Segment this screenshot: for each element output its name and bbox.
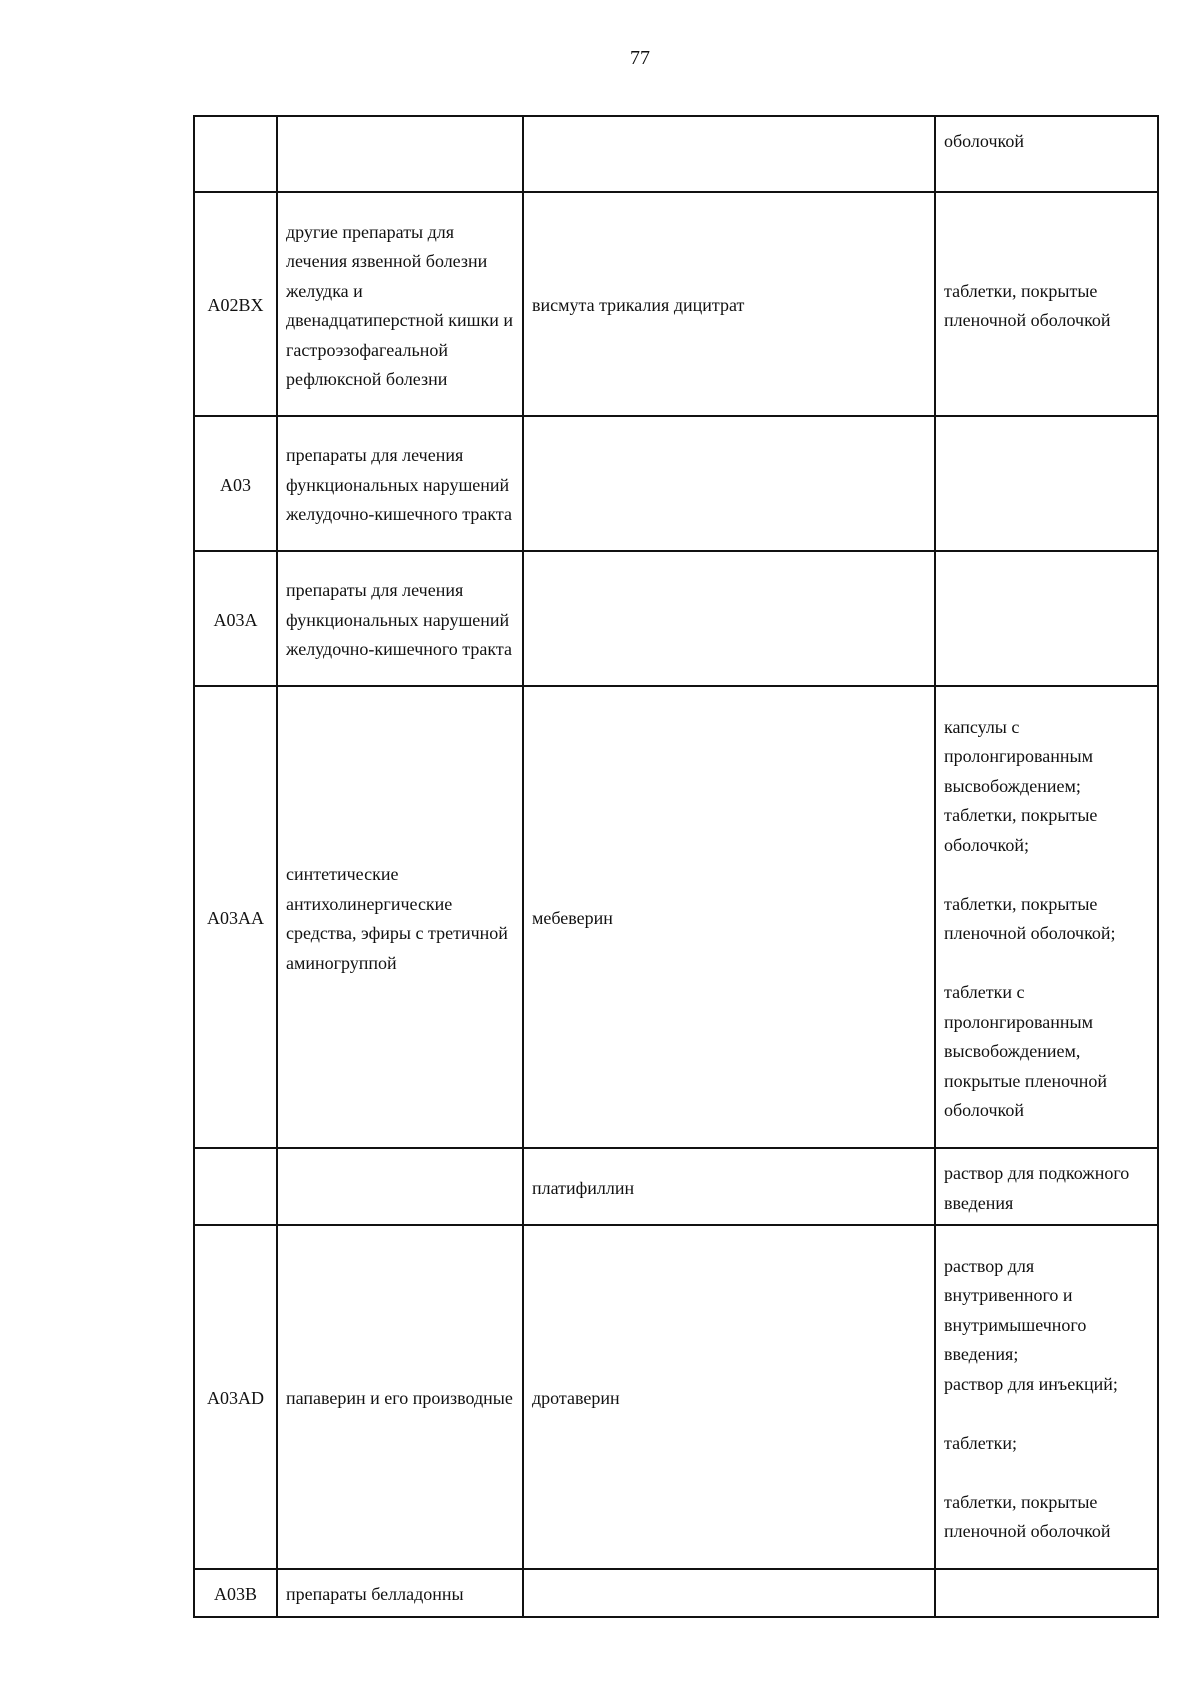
table-row [194,686,1158,1148]
table-row [194,192,1158,416]
dosage-forms-cell [935,192,1158,416]
dosage-form: таблетки; [944,1432,1018,1453]
pharmacological-group-cell [277,1148,523,1225]
pharmacological-group-cell: синтетические антихолинергические средства, эфиры с третичной аминогруппой [277,686,523,1148]
substance-cell: мебеверин [523,686,935,1148]
atc-code-cell: A02BX [194,192,277,416]
substance-cell: висмута трикалия дицитрат [523,192,935,416]
atc-code-cell [194,116,277,192]
form-spacer [944,860,1149,890]
table-row [194,416,1158,551]
pharmacological-group-cell [277,116,523,192]
atc-code-cell: A03A [194,551,277,686]
form-spacer [944,1399,1149,1429]
dosage-form: таблетки, покрытые пленочной оболочкой; [944,893,1116,943]
pharmacological-group-cell: папаверин и его производные [277,1225,523,1569]
dosage-forms-cell [935,551,1158,686]
atc-code-cell: A03AA [194,686,277,1148]
pharmacological-group-cell: препараты для лечения функциональных нарушений желудочно-кишечного тракта [277,416,523,551]
dosage-form: таблетки, покрытые оболочкой; [944,805,1098,855]
form-spacer [944,1458,1149,1488]
dosage-form: раствор для инъекций; [944,1373,1118,1394]
substance-cell: платифиллин [523,1148,935,1225]
dosage-form: таблетки с пролонгированным высвобождением, покрытые пленочной оболочкой [944,982,1108,1120]
atc-code-cell [194,1148,277,1225]
substance-cell [523,551,935,686]
dosage-forms-cell [935,1225,1158,1569]
dosage-forms-cell [935,686,1158,1148]
dosage-form: капсулы с пролонгированным высвобождением; [944,716,1094,796]
form-spacer [944,949,1149,979]
drug-classification-table [193,115,1159,1618]
table-row [194,1148,1158,1225]
pharmacological-group-cell: препараты для лечения функциональных нарушений желудочно-кишечного тракта [277,551,523,686]
table-row [194,551,1158,686]
dosage-form: оболочкой [944,131,1024,151]
substance-cell [523,416,935,551]
dosage-form: раствор для подкожного введения [944,1163,1130,1213]
table-body [194,116,1158,1617]
table-row [194,116,1158,192]
substance-cell [523,1569,935,1617]
atc-code-cell: A03 [194,416,277,551]
atc-code-cell: A03AD [194,1225,277,1569]
substance-cell: дротаверин [523,1225,935,1569]
dosage-form: раствор для внутривенного и внутримышечного введения; [944,1255,1087,1364]
pharmacological-group-cell: препараты белладонны [277,1569,523,1617]
atc-code-cell: A03B [194,1569,277,1617]
table-row [194,1569,1158,1617]
page-number: 77 [630,47,650,69]
dosage-form: таблетки, покрытые пленочной оболочкой [944,280,1111,330]
dosage-forms-cell [935,116,1158,192]
dosage-form: таблетки, покрытые пленочной оболочкой [944,1491,1111,1541]
table-row [194,1225,1158,1569]
pharmacological-group-cell: другие препараты для лечения язвенной болезни желудка и двенадцатиперстной кишки и гастроэзофагеальной рефлюксной болезни [277,192,523,416]
dosage-forms-cell [935,1148,1158,1225]
dosage-forms-cell [935,416,1158,551]
substance-cell [523,116,935,192]
dosage-forms-cell [935,1569,1158,1617]
